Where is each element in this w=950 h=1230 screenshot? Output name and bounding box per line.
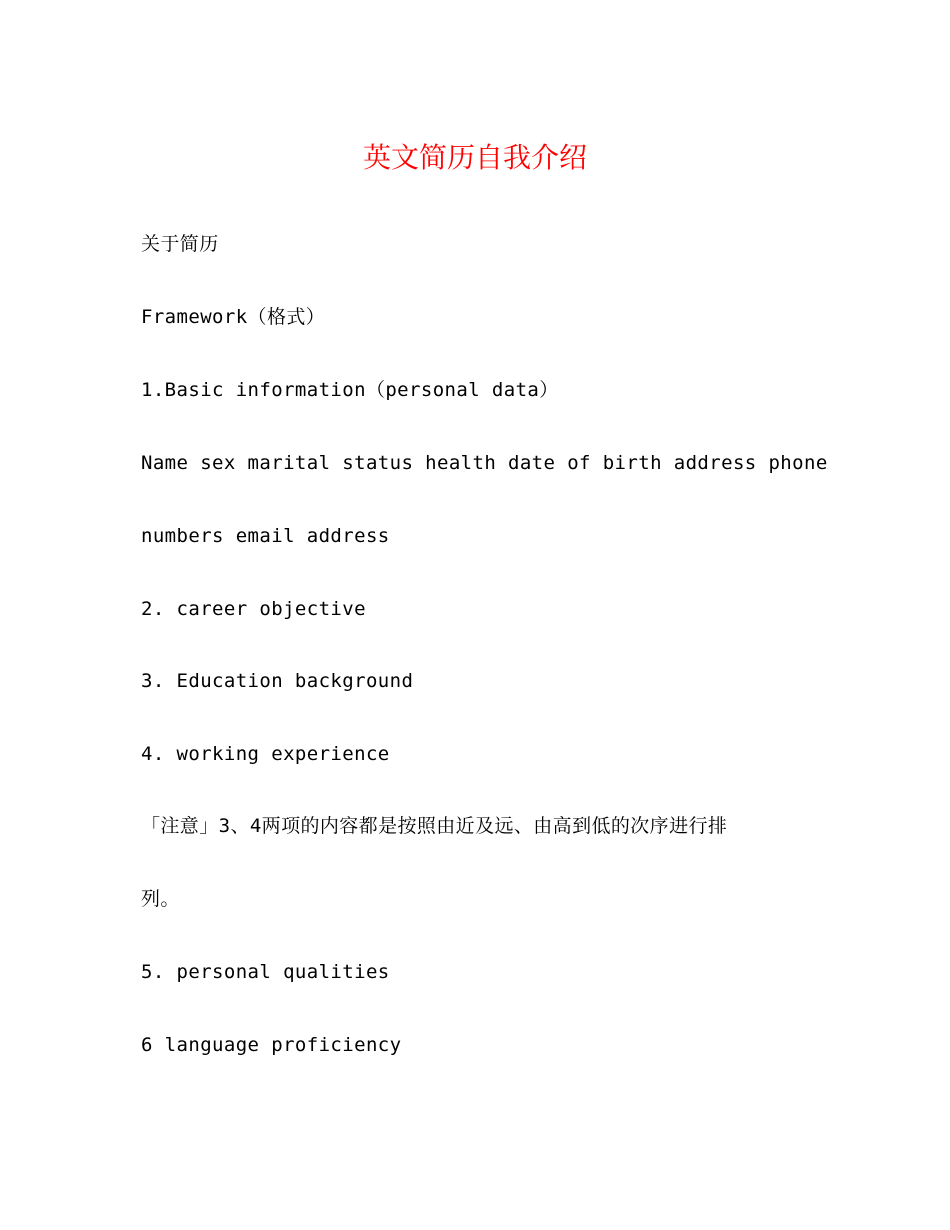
text-line-personal-fields-cont: numbers email address xyxy=(141,525,390,547)
text-line-education-background: 3. Education background xyxy=(141,670,414,692)
text-line-language-proficiency: 6 language proficiency xyxy=(141,1034,402,1056)
text-line-personal-fields: Name sex marital status health date of birth address phone xyxy=(141,452,828,474)
text-line-personal-qualities: 5. personal qualities xyxy=(141,961,390,983)
document-title: 英文简历自我介绍 xyxy=(362,141,587,174)
text-line-note-cont: 列。 xyxy=(141,888,180,910)
text-line-about-resume: 关于简历 xyxy=(141,233,219,255)
text-line-basic-information: 1.Basic information（personal data） xyxy=(141,379,559,401)
text-line-note: 「注意」3、4两项的内容都是按照由近及远、由高到低的次序进行排 xyxy=(141,815,728,837)
text-line-working-experience: 4. working experience xyxy=(141,743,390,765)
text-line-career-objective: 2. career objective xyxy=(141,598,366,620)
text-line-framework: Framework（格式） xyxy=(141,306,326,328)
